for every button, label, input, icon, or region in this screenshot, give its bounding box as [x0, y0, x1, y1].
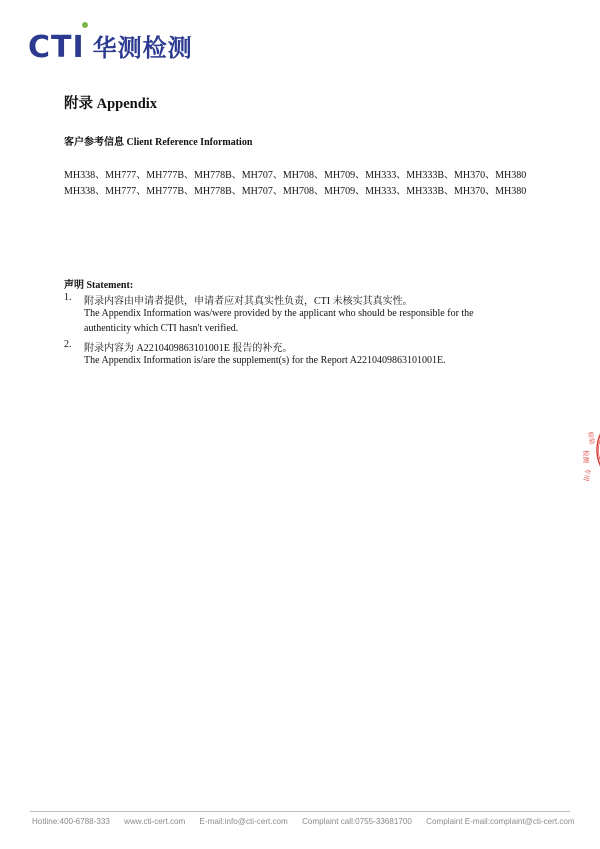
footer-hotline: Hotline:400-6788-333: [32, 817, 110, 826]
footer-divider: [30, 811, 570, 812]
svg-text:检测: 检测: [582, 450, 590, 463]
statement-en-text: authenticity which CTI hasn't verified.: [84, 323, 239, 334]
logo-chinese: 华测检测: [92, 34, 193, 62]
statement-number: 2.: [64, 339, 72, 350]
statement-cn-text: 附录内容为 A2210409863101001E 报告的补充。: [84, 343, 293, 354]
model-list-line: MH338、MH777、MH777B、MH778B、MH707、MH708、MH709、MH333、MH333B、MH370、MH380: [64, 170, 527, 181]
footer: [32, 817, 587, 826]
footer-website: www.cti-cert.com: [124, 817, 186, 826]
footer-email: E-mail:info@cti-cert.com: [199, 817, 288, 826]
footer-complaint-call: Complaint call:0755-33681700: [302, 817, 412, 826]
cti-logo: [28, 22, 193, 66]
footer-complaint-email: Complaint E-mail:complaint@cti-cert.com: [426, 817, 575, 826]
client-reference-heading: 客户参考信息 Client Reference Information: [64, 137, 253, 148]
model-list-line: MH338、MH777、MH777B、MH778B、MH707、MH708、MH709、MH333、MH333B、MH370、MH380: [64, 186, 527, 197]
statement-en-text: The Appendix Information was/were provided by the applicant who should be responsible for the: [84, 308, 474, 319]
svg-text:检验: 检验: [586, 430, 597, 446]
statement-heading: 声明 Statement:: [64, 280, 134, 291]
logo-dot-icon: [82, 22, 88, 28]
seal-stamp-icon: [578, 410, 600, 490]
logo-latin: CTI: [28, 30, 85, 65]
statement-number: 1.: [64, 292, 72, 303]
statement-en-text: The Appendix Information is/are the supplement(s) for the Report A2210409863101001E.: [84, 355, 446, 366]
appendix-title: 附录 Appendix: [64, 96, 158, 112]
svg-text:专用: 专用: [581, 467, 592, 482]
statement-cn-text: 附录内容由申请者提供，申请者应对其真实性负责，CTI 未核实其真实性。: [84, 296, 413, 307]
